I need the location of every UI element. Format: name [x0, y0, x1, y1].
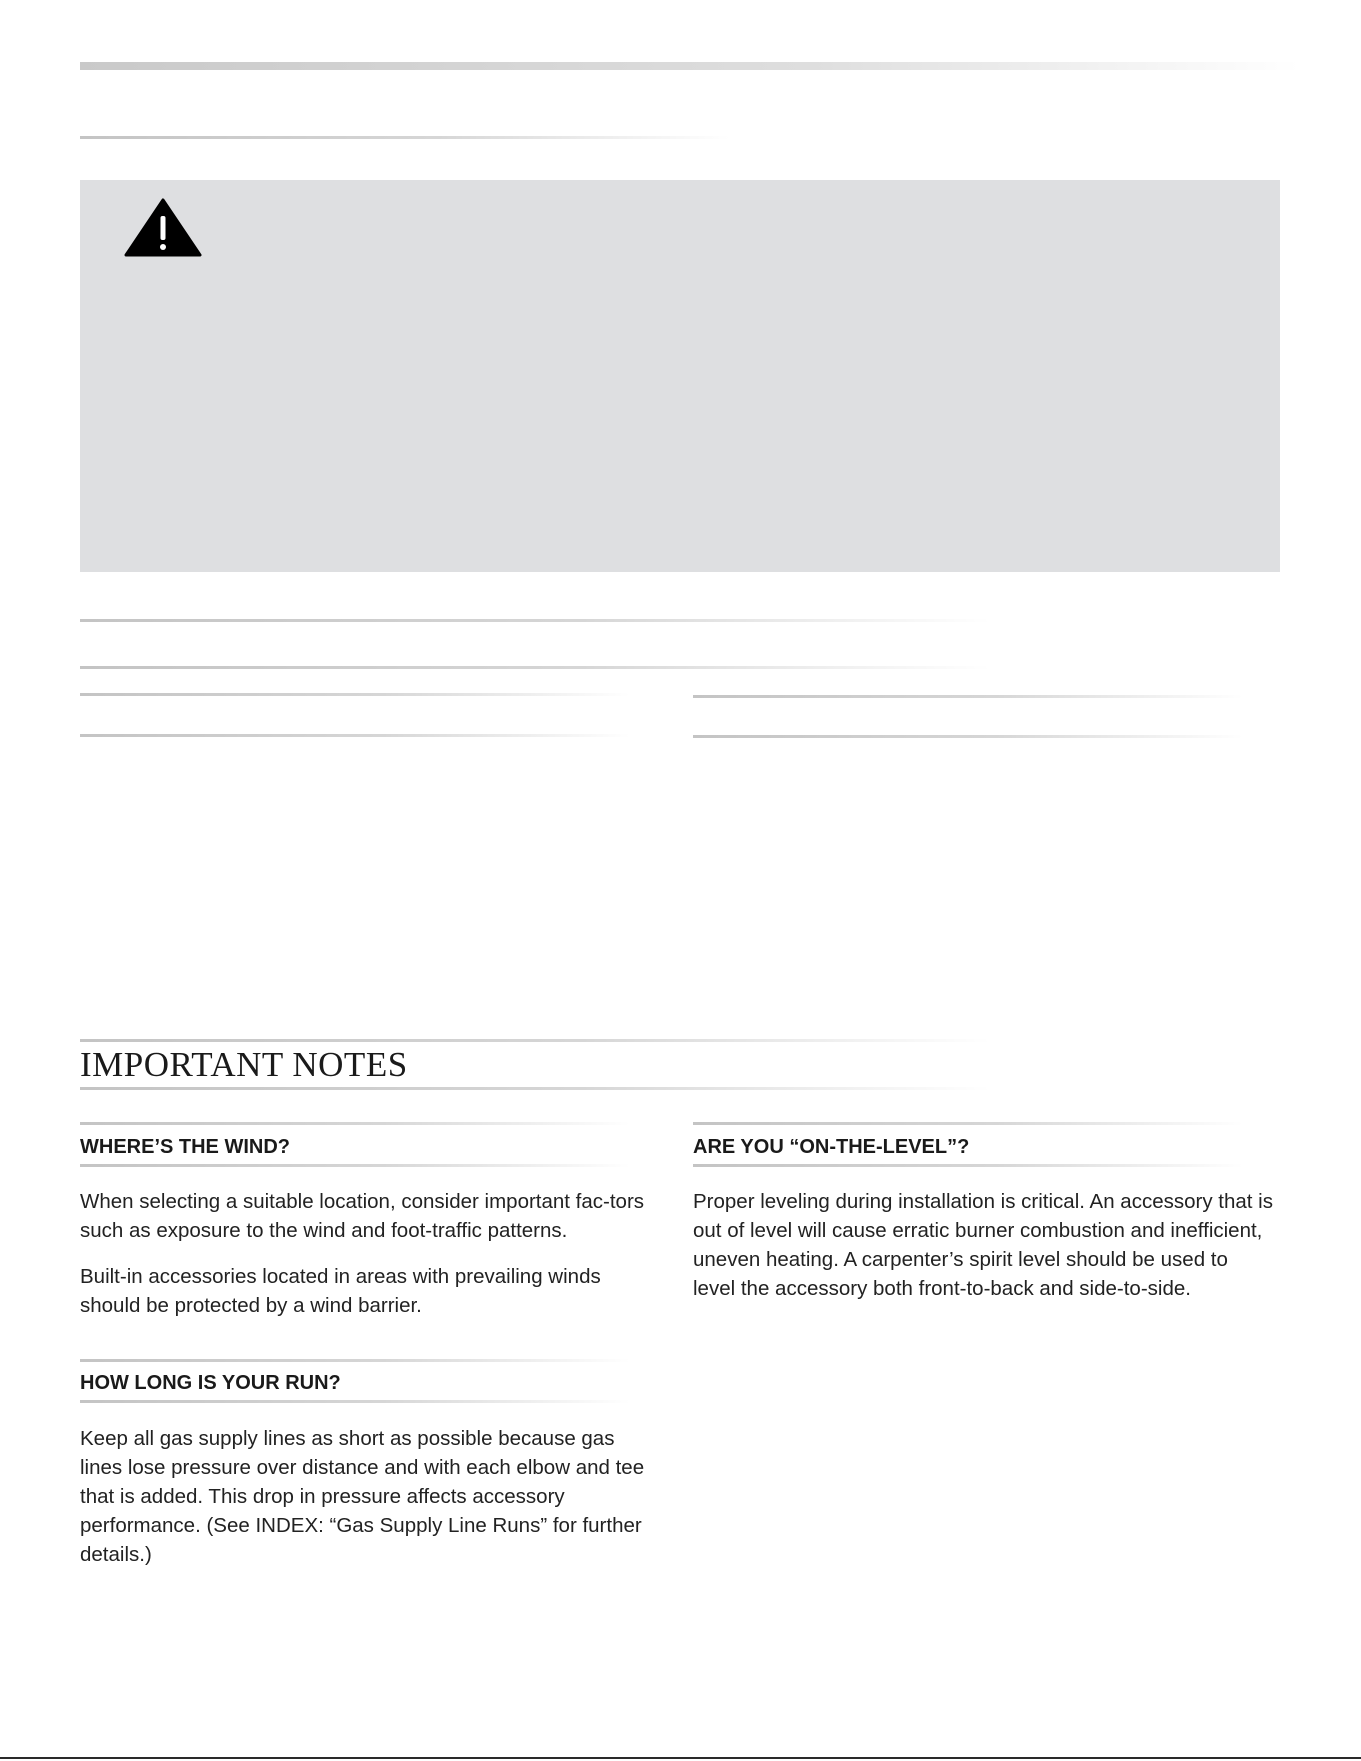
important-notes-rule-top	[80, 1039, 990, 1042]
run-heading: HOW LONG IS YOUR RUN?	[80, 1372, 341, 1394]
right-subhead-rule-top	[693, 695, 1243, 698]
warning-triangle-icon	[124, 198, 202, 258]
left-subhead-rule-bottom	[80, 734, 630, 737]
wind-heading: WHERE’S THE WIND?	[80, 1136, 290, 1158]
important-notes-rule-bottom	[80, 1087, 990, 1090]
right-subhead-rule-bottom	[693, 735, 1243, 738]
subheader-rule	[80, 136, 730, 139]
important-notes-title: IMPORTANT NOTES	[80, 1045, 408, 1084]
level-paragraph-1: Proper leveling during installation is critical. An accessory that is out of level will cause erratic burner combustion and inefficient, uneven heating. A carpenter’s spirit level should be used to level the accessory both front-to-back and side-to-side.	[693, 1190, 1273, 1300]
warning-box	[80, 180, 1280, 572]
run-heading-rule-bottom	[80, 1400, 630, 1403]
wind-heading-rule-bottom	[80, 1164, 630, 1167]
level-heading-rule-bottom	[693, 1164, 1243, 1167]
header-rule	[80, 62, 1300, 70]
level-heading: ARE YOU “ON-THE-LEVEL”?	[693, 1136, 970, 1158]
run-paragraph-1: Keep all gas supply lines as short as possible because gas lines lose pressure over distance and with each elbow and tee that is added. This drop in pressure affects accessory performance. (See INDEX: “Gas Supply Line Runs” for further details.)	[80, 1427, 645, 1566]
wind-paragraph-1: When selecting a suitable location, consider important fac-tors such as exposure to the wind and foot-traffic patterns.	[80, 1190, 645, 1242]
section-rule-top	[80, 619, 990, 622]
left-subhead-rule-top	[80, 693, 630, 696]
section-rule-bottom	[80, 666, 990, 669]
level-heading-rule-top	[693, 1122, 1243, 1125]
wind-heading-rule-top	[80, 1122, 630, 1125]
page-bottom-rule	[0, 1757, 1361, 1759]
run-heading-rule-top	[80, 1359, 630, 1362]
wind-paragraph-2: Built-in accessories located in areas with prevailing winds should be protected by a wind barrier.	[80, 1265, 601, 1317]
